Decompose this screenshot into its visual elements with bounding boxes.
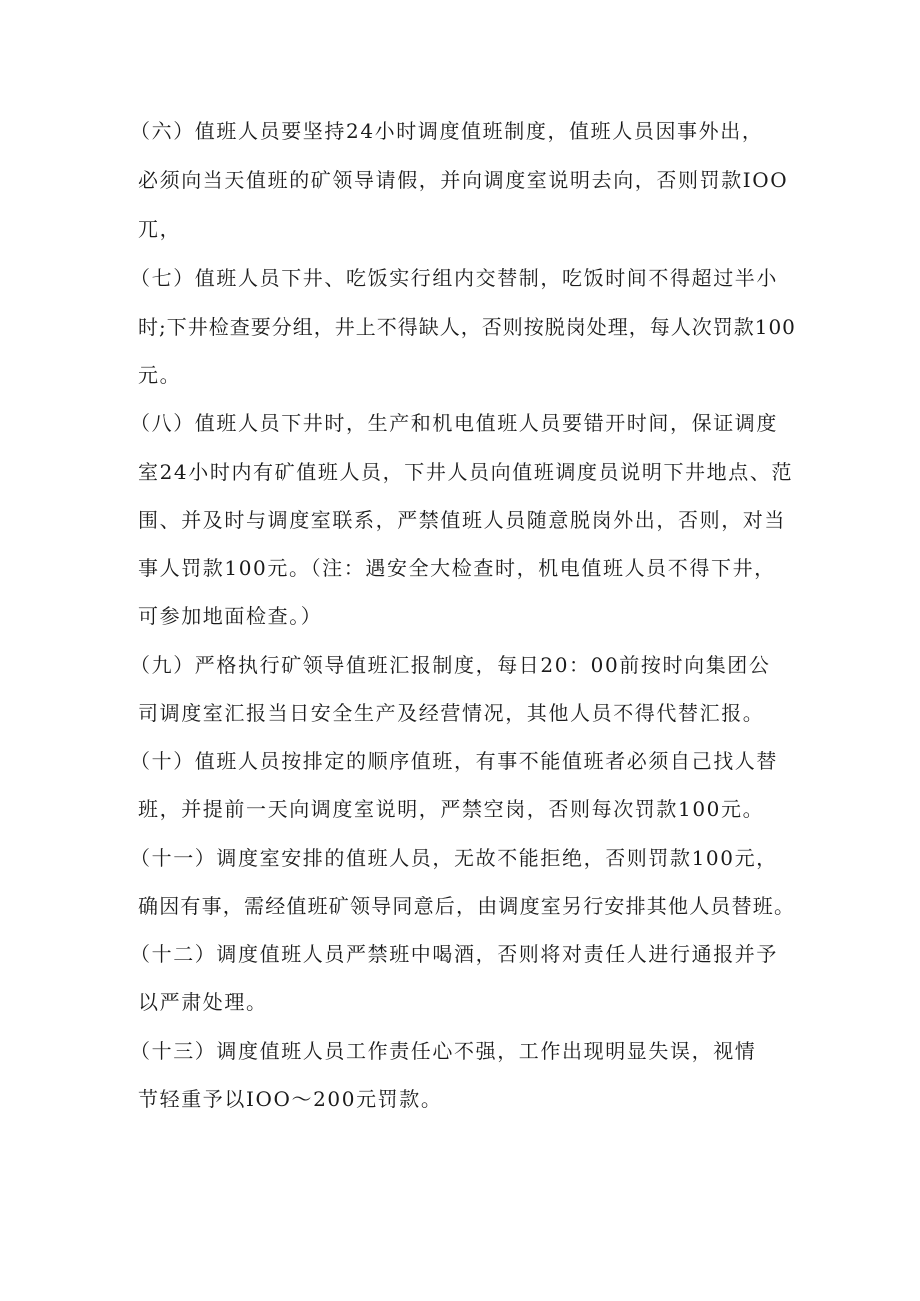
clause-8-line-5: 可参加地面检查。） <box>138 604 323 628</box>
clause-10-line-2: 班，并提前一天向调度室说明，严禁空岗，否则每次罚款100元。 <box>138 797 765 821</box>
clause-8-line-3: 围、并及时与调度室联系，严禁值班人员随意脱岗外出，否则，对当 <box>138 508 786 532</box>
clause-12-line-2: 以严肃处理。 <box>138 990 268 1014</box>
clause-7-line-3: 元。 <box>138 363 182 387</box>
clause-11-line-1: （十一）调度室安排的值班人员，无故不能拒绝，否则罚款100元， <box>130 846 778 870</box>
clause-6-line-2: 必须向当天值班的矿领导请假，并向调度室说明去向，否则罚款IOO <box>138 168 789 192</box>
clause-8-line-2: 室24小时内有矿值班人员，下井人员向值班调度员说明下井地点、范 <box>138 460 794 484</box>
clause-7-line-2: 时;下井检查要分组，井上不得缺人，否则按脱岗处理，每人次罚款100 <box>138 315 796 339</box>
clause-7-line-1: （七）值班人员下井、吃饭实行组内交替制，吃饭时间不得超过半小 <box>130 266 778 290</box>
clause-13-line-2: 节轻重予以IOO～200元罚款。 <box>138 1087 443 1111</box>
clause-8-line-1: （八）值班人员下井时，生产和机电值班人员要错开时间，保证调度 <box>130 411 778 435</box>
clause-6-line-3: 兀， <box>138 217 182 241</box>
clause-13-line-1: （十三）调度值班人员工作责任心不强，工作出现明显失误，视情 <box>130 1039 757 1063</box>
clause-11-line-2: 确因有事，需经值班矿领导同意后，由调度室另行安排其他人员替班。 <box>138 894 796 918</box>
clause-6-line-1: （六）值班人员要坚持24小时调度值班制度，值班人员因事外出， <box>130 119 764 143</box>
clause-9-line-2: 司调度室汇报当日安全生产及经营情况，其他人员不得代替汇报。 <box>138 701 765 725</box>
clause-12-line-1: （十二）调度值班人员严禁班中喝酒，否则将对责任人进行通报并予 <box>130 942 778 966</box>
clause-10-line-1: （十）值班人员按排定的顺序值班，有事不能值班者必须自己找人替 <box>130 749 778 773</box>
clause-9-line-1: （九）严格执行矿领导值班汇报制度，每日20：00前按时向集团公 <box>130 653 771 677</box>
clause-8-line-4: 事人罚款100元。（注：遇安全大检查时，机电值班人员不得下井， <box>138 556 776 580</box>
